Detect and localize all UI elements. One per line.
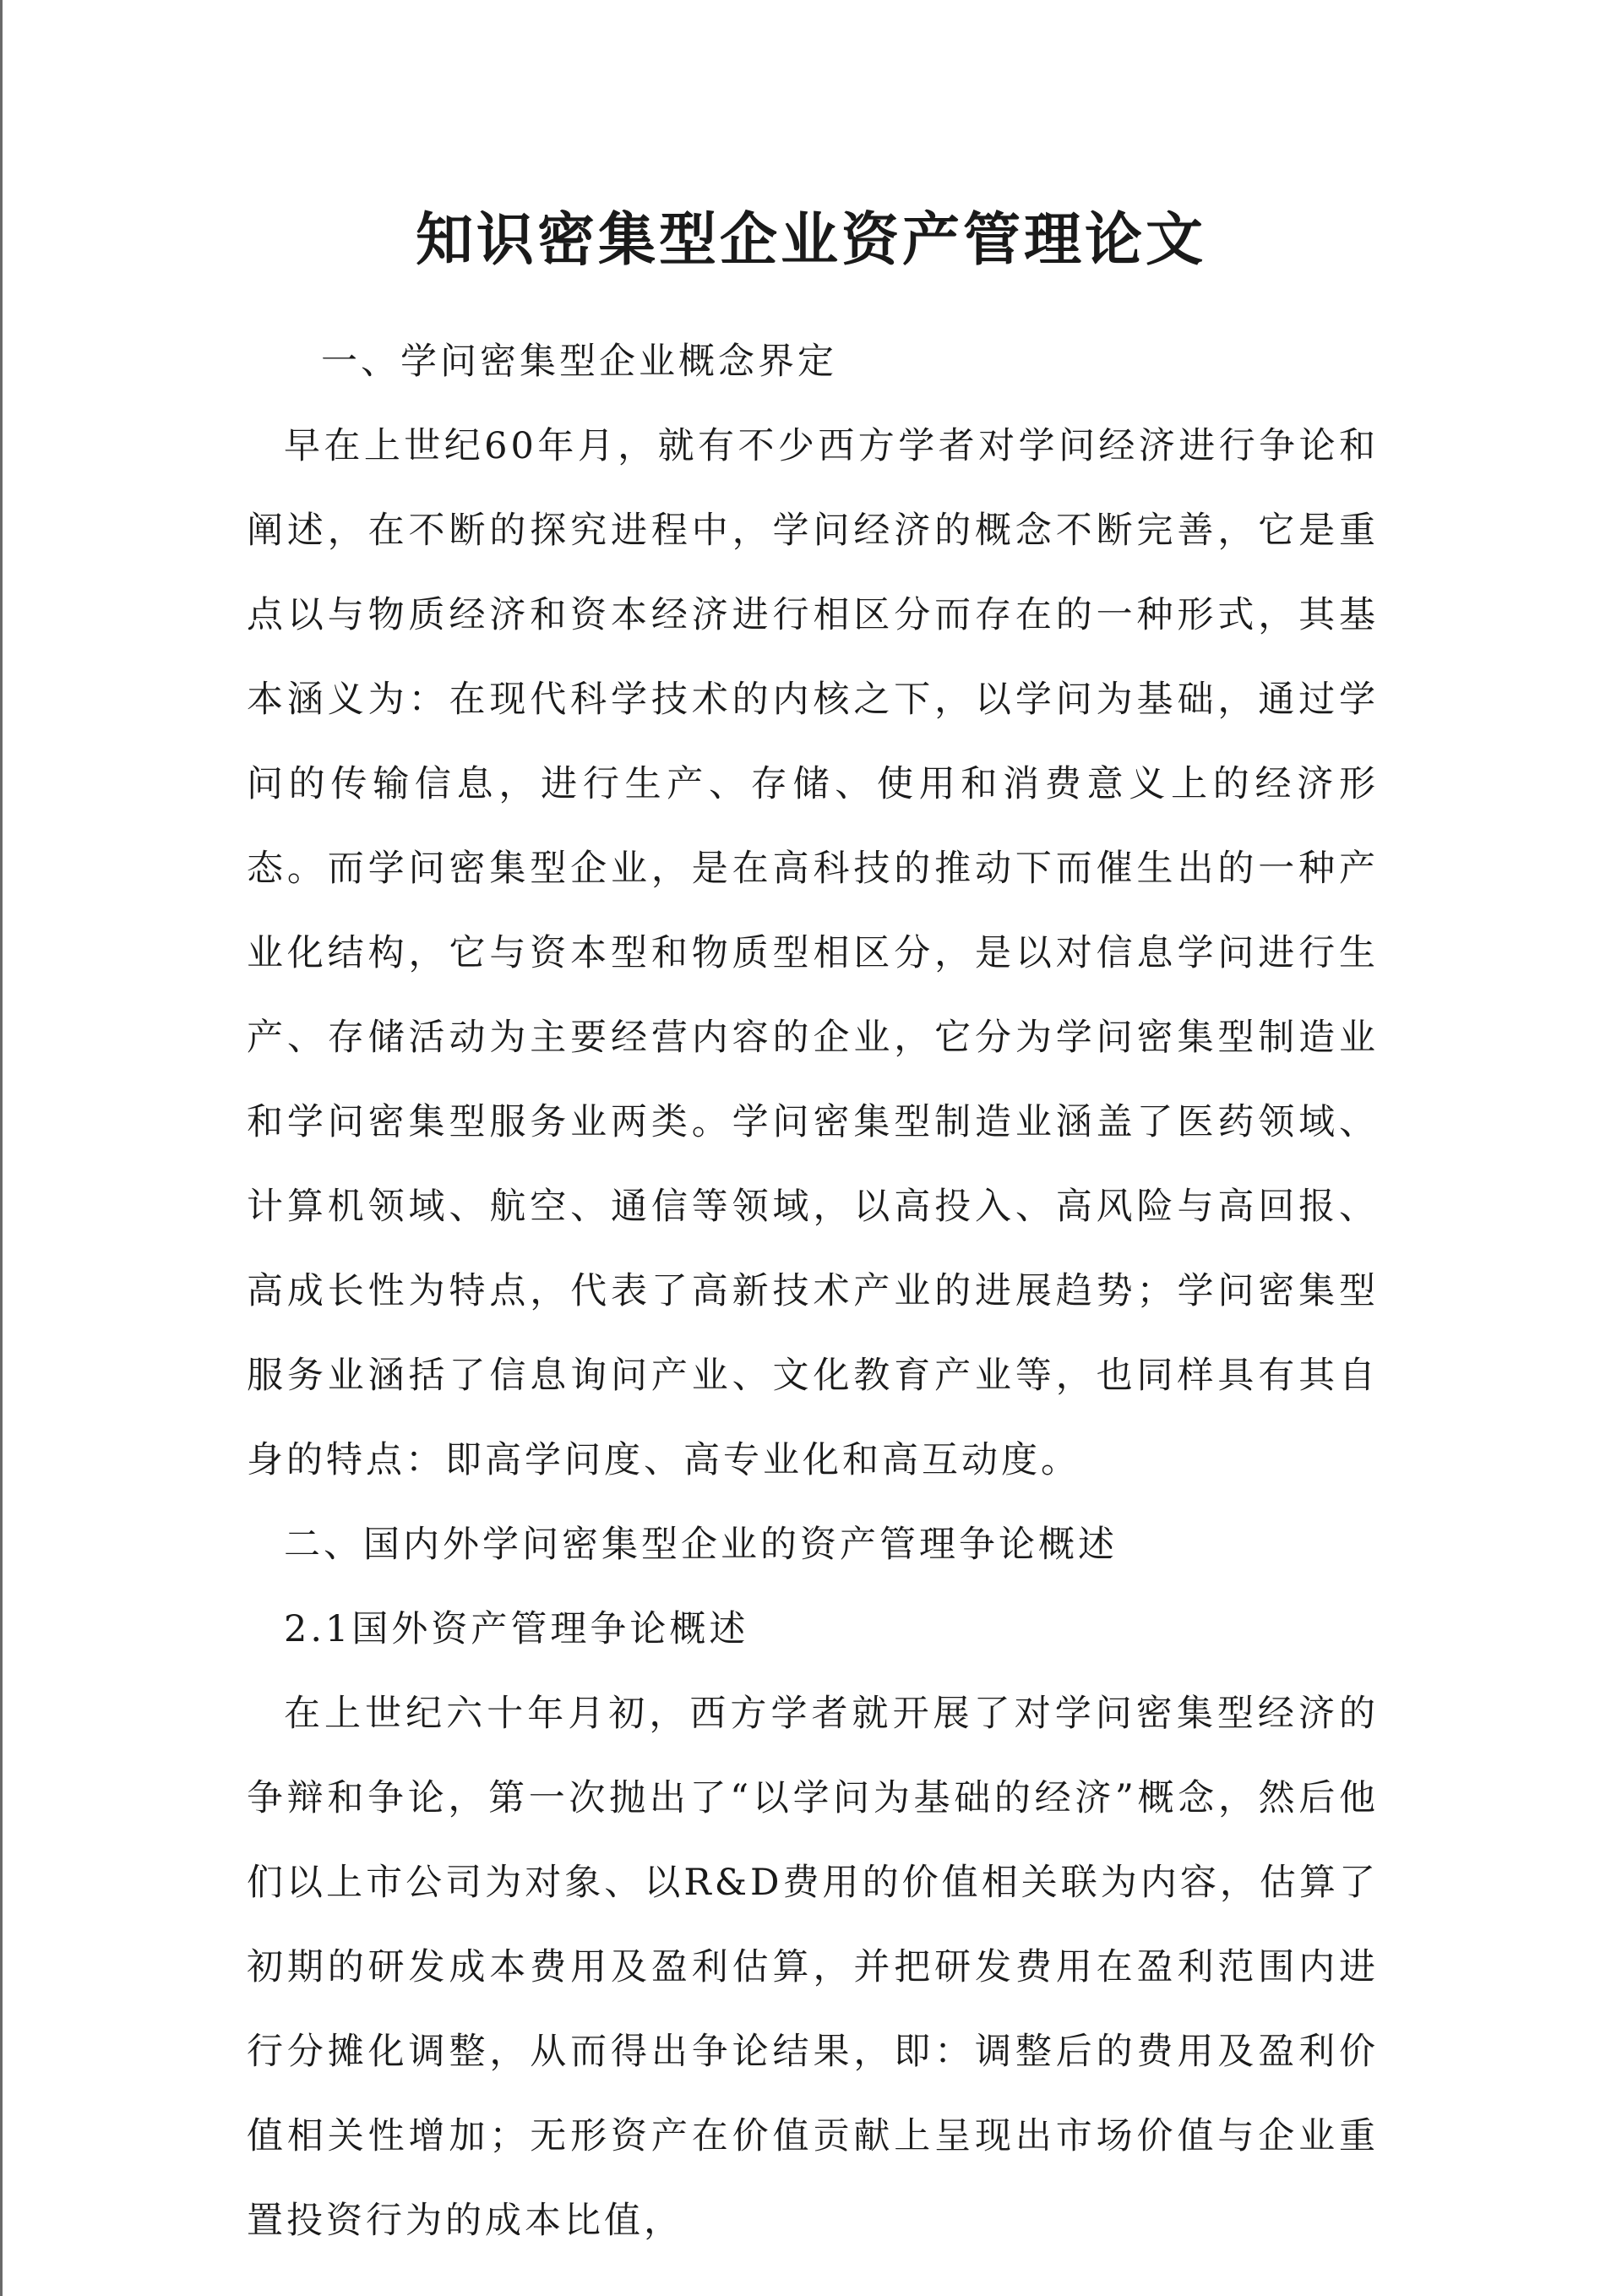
section-heading-2: 二、国内外学问密集型企业的资产管理争论概述 <box>284 1524 1118 1566</box>
page-edge <box>0 0 3 2296</box>
document-body <box>247 319 1379 2263</box>
paragraph-2: 在上世纪六十年月初，西方学者就开展了对学问密集型经济的争辩和争论，第一次抛出了“以学问为基础的经济”概念，然后他们以上市公司为对象、以R&D费用的价值相关联为内容，估算了初期的研发成本费用及盈利估算，并把研发费用在盈利范围内进行分摊化调整，从而得出争论结果，即：调整后的费用及盈利价值相关性增加；无形资产在价值贡献上呈现出市场价值与企业重置投资行为的成本比值， <box>247 1693 1379 2242</box>
section-heading-1: 一、学问密集型企业概念界定 <box>321 341 837 383</box>
document-title: 知识密集型企业资产管理论文 <box>415 206 1206 274</box>
subsection-heading-2-1: 2.1国外资产管理争论概述 <box>284 1608 749 1650</box>
paragraph-1: 早在上世纪60年月，就有不少西方学者对学问经济进行争论和阐述，在不断的探究进程中，学问经济的概念不断完善，它是重点以与物质经济和资本经济进行相区分而存在的一种形式，其基本涵义为：在现代科学技术的内核之下，以学问为基础，通过学问的传输信息，进行生产、存储、使用和消费意义上的经济形态。而学问密集型企业，是在高科技的推动下而催生出的一种产业化结构，它与资本型和物质型相区分，是以对信息学问进行生产、存储活动为主要经营内容的企业，它分为学问密集型制造业和学问密集型服务业两类。学问密集型制造业涵盖了医药领域、计算机领域、航空、通信等领域，以高投入、高风险与高回报、高成长性为特点，代表了高新技术产业的进展趋势；学问密集型服务业涵括了信息询问产业、文化教育产业等，也同样具有其自身的特点：即高学问度、高专业化和高互动度。 <box>247 425 1379 1481</box>
